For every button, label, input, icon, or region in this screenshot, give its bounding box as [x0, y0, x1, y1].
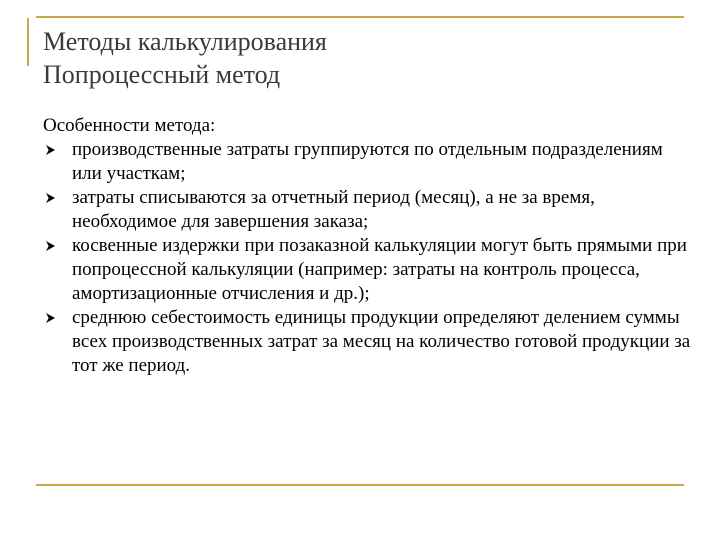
arrowhead-bullet-icon — [43, 234, 57, 258]
slide-body — [43, 114, 693, 378]
list-item — [43, 234, 693, 306]
bullet-list — [43, 138, 693, 378]
list-item-text: среднюю себестоимость единицы продукции определяют делением суммы всех производственных затрат за месяц на количество готовой продукции за тот же период. — [72, 307, 691, 376]
title-left-rule — [27, 18, 29, 66]
slide-title-line-2: Попроцессный метод — [43, 60, 281, 89]
arrowhead-bullet-icon — [43, 186, 57, 210]
slide-title-line-1: Методы калькулирования — [43, 27, 327, 56]
bottom-rule — [36, 484, 684, 486]
list-item — [43, 138, 693, 186]
list-item-text: косвенные издержки при позаказной калькуляции могут быть прямыми при попроцессной калькуляции (например: затраты на контроль процесса, амортизационные отчисления и др.); — [72, 235, 687, 304]
list-item — [43, 306, 693, 378]
list-item — [43, 186, 693, 234]
slide-title — [43, 25, 683, 91]
top-rule — [36, 16, 684, 18]
arrowhead-bullet-icon — [43, 138, 57, 162]
arrowhead-bullet-icon — [43, 306, 57, 330]
list-item-text: производственные затраты группируются по отдельным подразделениям или участкам; — [72, 139, 663, 184]
list-item-text: затраты списываются за отчетный период (месяц), а не за время, необходимое для завершения заказа; — [72, 187, 595, 232]
intro-text: Особенности метода: — [43, 115, 216, 136]
